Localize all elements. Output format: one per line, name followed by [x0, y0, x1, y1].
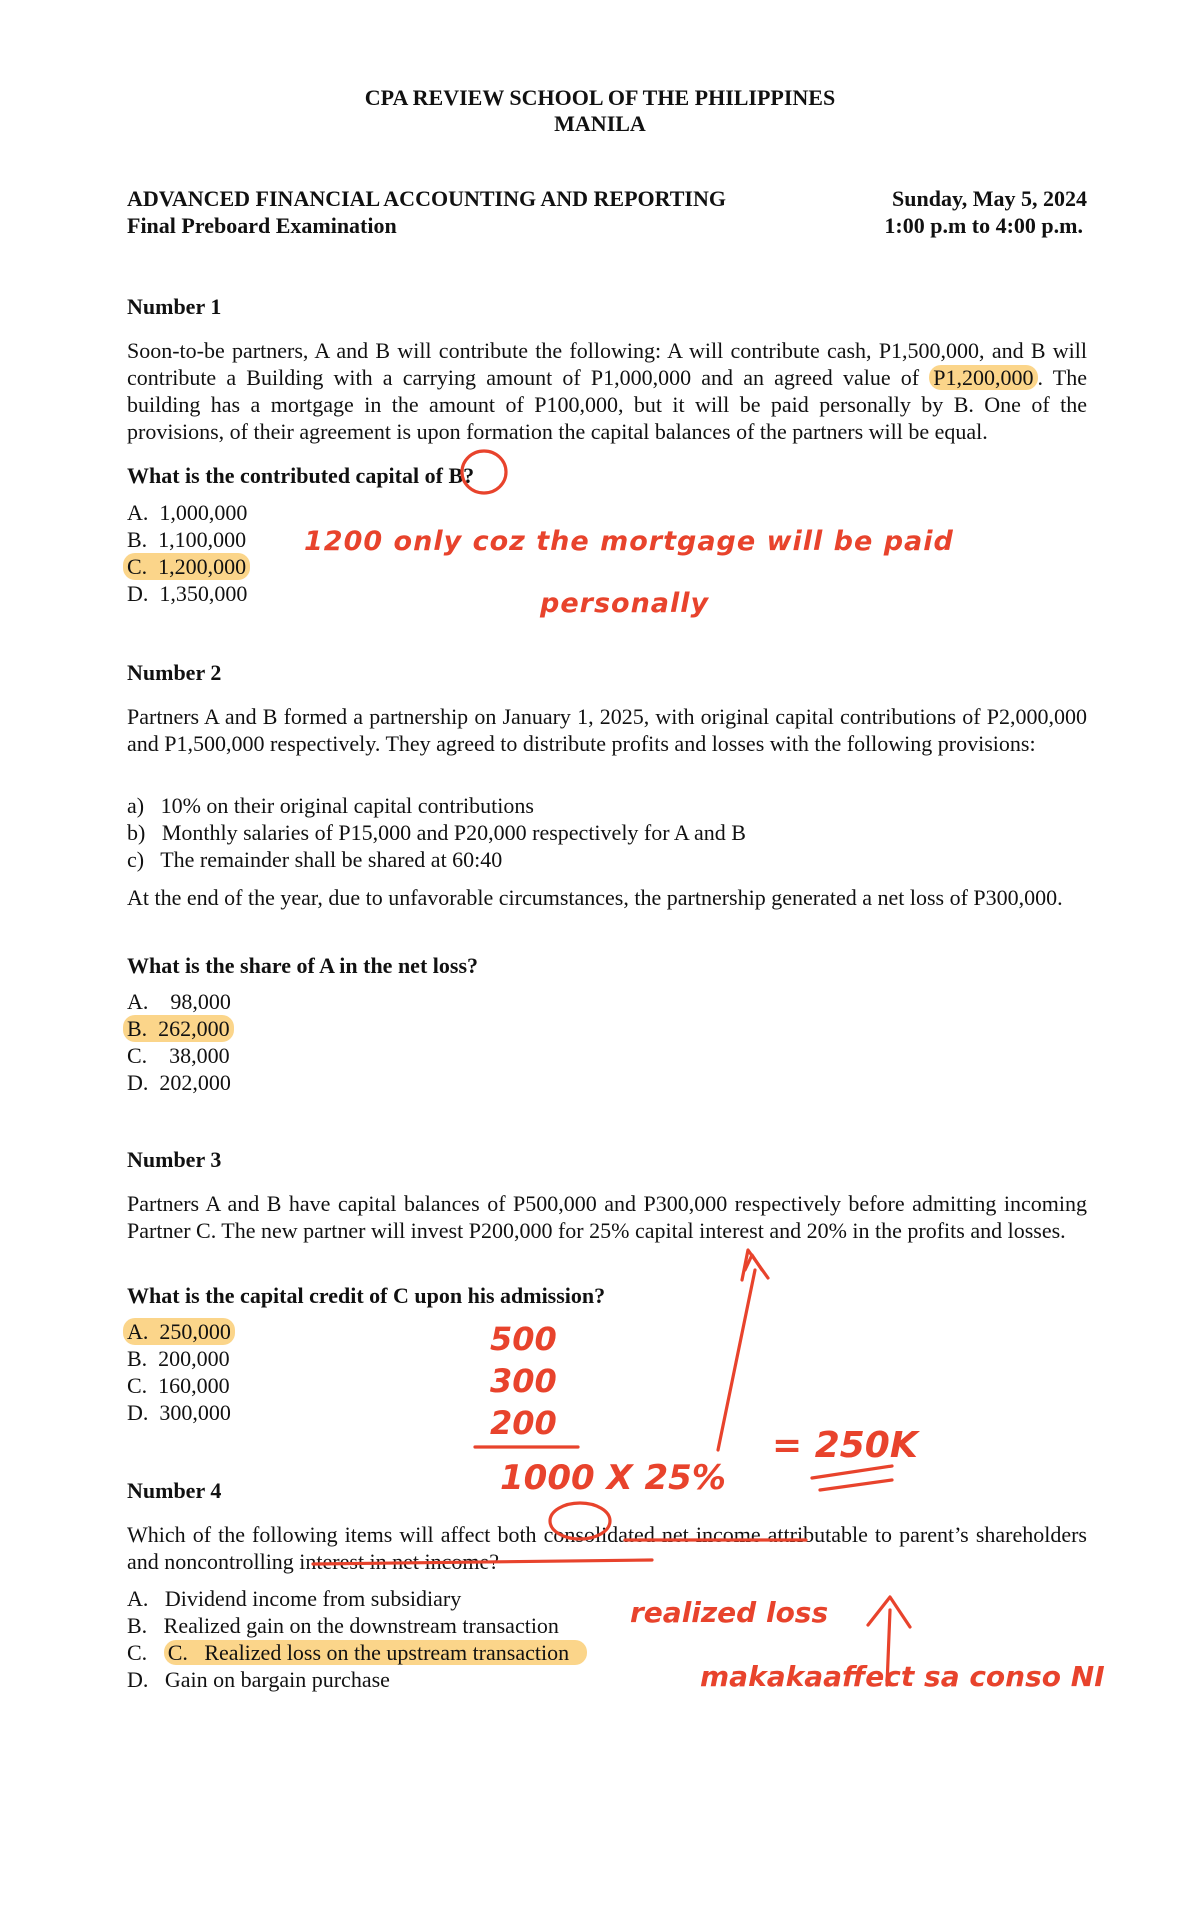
note-q3-calc-300: 300	[490, 1362, 557, 1400]
question-4-option-c-letter: C.	[127, 1640, 164, 1665]
note-q3-calc-200: 200	[490, 1404, 557, 1442]
note-q3-total: 1000 X 25%	[500, 1458, 726, 1498]
question-4-option-b[interactable]: B. Realized gain on the downstream transaction	[127, 1613, 559, 1638]
exam-date: Sunday, May 5, 2024	[892, 186, 1087, 211]
q3-arrow-head	[742, 1250, 768, 1280]
note-q4-affect: makakaaffect sa conso NI	[700, 1660, 1105, 1693]
q3-result-underline-1	[812, 1466, 892, 1478]
question-3-prompt: What is the capital credit of C upon his admission?	[127, 1283, 606, 1308]
question-3-option-c[interactable]: C. 160,000	[127, 1373, 230, 1398]
note-q3-calc-500: 500	[490, 1320, 557, 1358]
q3-arrow-head-2	[745, 1255, 762, 1270]
question-3-option-d[interactable]: D. 300,000	[127, 1400, 231, 1425]
question-1-option-c[interactable]: C. 1,200,000	[123, 553, 250, 580]
school-city: MANILA	[554, 111, 646, 136]
question-2-option-a[interactable]: A. 98,000	[127, 989, 231, 1014]
question-4-option-c-highlight: C. Realized loss on the upstream transaction	[164, 1640, 587, 1665]
exam-title: Final Preboard Examination	[127, 213, 397, 238]
question-4-option-c[interactable]	[127, 1639, 587, 1666]
question-2-prompt: What is the share of A in the net loss?	[127, 953, 479, 978]
question-2-option-c[interactable]: C. 38,000	[127, 1043, 230, 1068]
question-1-option-d[interactable]: D. 1,350,000	[127, 581, 248, 606]
question-1-prompt: What is the contributed capital of B?	[127, 463, 475, 488]
q4-arrow-head	[868, 1597, 910, 1627]
question-4-paragraph: Which of the following items will affect both consolidated net income attributable to parent’s shareholders and noncontrolling interest in net income?	[127, 1522, 1087, 1574]
q3-arrow-shaft	[718, 1270, 755, 1450]
note-q1-line1: 1200 only coz the mortgage will be paid	[304, 526, 954, 557]
question-2-option-d[interactable]: D. 202,000	[127, 1070, 231, 1095]
question-1-highlight: P1,200,000	[929, 365, 1037, 390]
exam-time: 1:00 p.m to 4:00 p.m.	[884, 213, 1083, 238]
question-2-paragraph: Partners A and B formed a partnership on January 1, 2025, with original capital contributions of P2,000,000 and P1,500,000 respectively. They agreed to distribute profits and losses with the following provisions:	[127, 704, 1087, 756]
question-3-number: Number 3	[127, 1147, 222, 1172]
question-2-provision-c: c) The remainder shall be shared at 60:40	[127, 847, 503, 872]
question-1-paragraph-pre: Soon-to-be partners, A and B will contribute the following: A will contribute cash, P1,500,000, and B will contribute a Building with a carrying amount of P1,000,000 and an agreed value of	[127, 338, 1087, 390]
question-2-option-b[interactable]: B. 262,000	[123, 1015, 234, 1042]
school-name: CPA REVIEW SCHOOL OF THE PHILIPPINES	[364, 85, 836, 110]
question-4-number: Number 4	[127, 1478, 222, 1503]
question-2-number: Number 2	[127, 660, 222, 685]
question-1-number: Number 1	[127, 294, 222, 319]
exam-subject: ADVANCED FINANCIAL ACCOUNTING AND REPORTING	[127, 186, 726, 211]
question-3-option-a[interactable]: A. 250,000	[123, 1318, 235, 1345]
note-q3-result: = 250K	[772, 1425, 918, 1466]
question-2-provision-a: a) 10% on their original capital contributions	[127, 793, 534, 818]
question-4-option-d[interactable]: D. Gain on bargain purchase	[127, 1667, 390, 1692]
question-1-paragraph-post: . The building has a mortgage in the amount of P100,000, but it will be paid personally by B. One of the provisions, of their agreement is upon formation the capital balances of the partners will be equal.	[127, 365, 1087, 444]
q3-result-underline-2	[820, 1480, 892, 1490]
question-3-option-b[interactable]: B. 200,000	[127, 1346, 230, 1371]
note-q4-realized-loss: realized loss	[630, 1596, 829, 1629]
note-q1-line2: personally	[540, 588, 710, 619]
question-2-provision-b: b) Monthly salaries of P15,000 and P20,000 respectively for A and B	[127, 820, 746, 845]
question-1-paragraph	[127, 337, 1087, 445]
question-4-option-a[interactable]: A. Dividend income from subsidiary	[127, 1586, 462, 1611]
question-1-option-a[interactable]: A. 1,000,000	[127, 500, 248, 525]
question-3-paragraph: Partners A and B have capital balances of P500,000 and P300,000 respectively before admitting incoming Partner C. The new partner will invest P200,000 for 25% capital interest and 20% in the profits and losses.	[127, 1191, 1087, 1243]
question-2-paragraph-2: At the end of the year, due to unfavorable circumstances, the partnership generated a net loss of P300,000.	[127, 885, 1063, 910]
question-1-option-b[interactable]: B. 1,100,000	[127, 527, 247, 552]
